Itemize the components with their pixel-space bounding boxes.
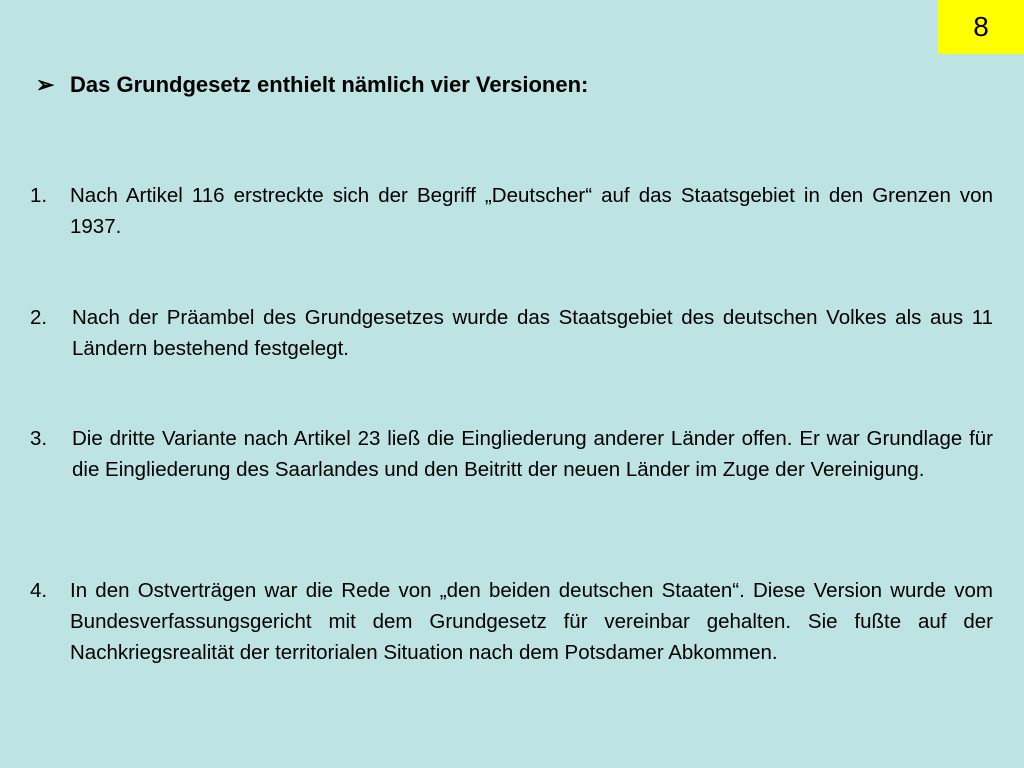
page-number: 8 — [938, 0, 1024, 54]
list-item-number: 4. — [30, 579, 48, 602]
list-item-number: 1. — [30, 184, 48, 207]
list-item-text: Nach Artikel 116 erstreckte sich der Begriff „Deutscher“ auf das Staatsgebiet in den Grenzen von 1937. — [70, 184, 993, 238]
list-item-number: 3. — [30, 427, 48, 450]
list-item — [30, 302, 993, 364]
arrow-bullet-icon: ➢ — [36, 72, 55, 97]
list-item — [30, 180, 993, 242]
list-item-text: In den Ostverträgen war die Rede von „den beiden deutschen Staaten“. Diese Version wurde vom Bundesverfassungsgericht mit dem Grundgesetz für vereinbar gehalten. Sie fußte auf der Nachkriegsrealität der territorialen Situation nach dem Potsdamer Abkommen. — [70, 579, 993, 664]
list-item-text: Nach der Präambel des Grundgesetzes wurde das Staatsgebiet des deutschen Volkes als aus 11 Ländern bestehend festgelegt. — [72, 306, 993, 360]
slide-heading — [36, 71, 588, 99]
list-item-number: 2. — [30, 306, 48, 329]
list-item — [30, 575, 993, 668]
list-item-text: Die dritte Variante nach Artikel 23 ließ die Eingliederung anderer Länder offen. Er war Grundlage für die Eingliederung des Saarlandes und den Beitritt der neuen Länder im Zuge der Vereinigung. — [72, 427, 993, 481]
list-item — [30, 423, 993, 485]
heading-text: Das Grundgesetz enthielt nämlich vier Versionen: — [70, 72, 589, 97]
